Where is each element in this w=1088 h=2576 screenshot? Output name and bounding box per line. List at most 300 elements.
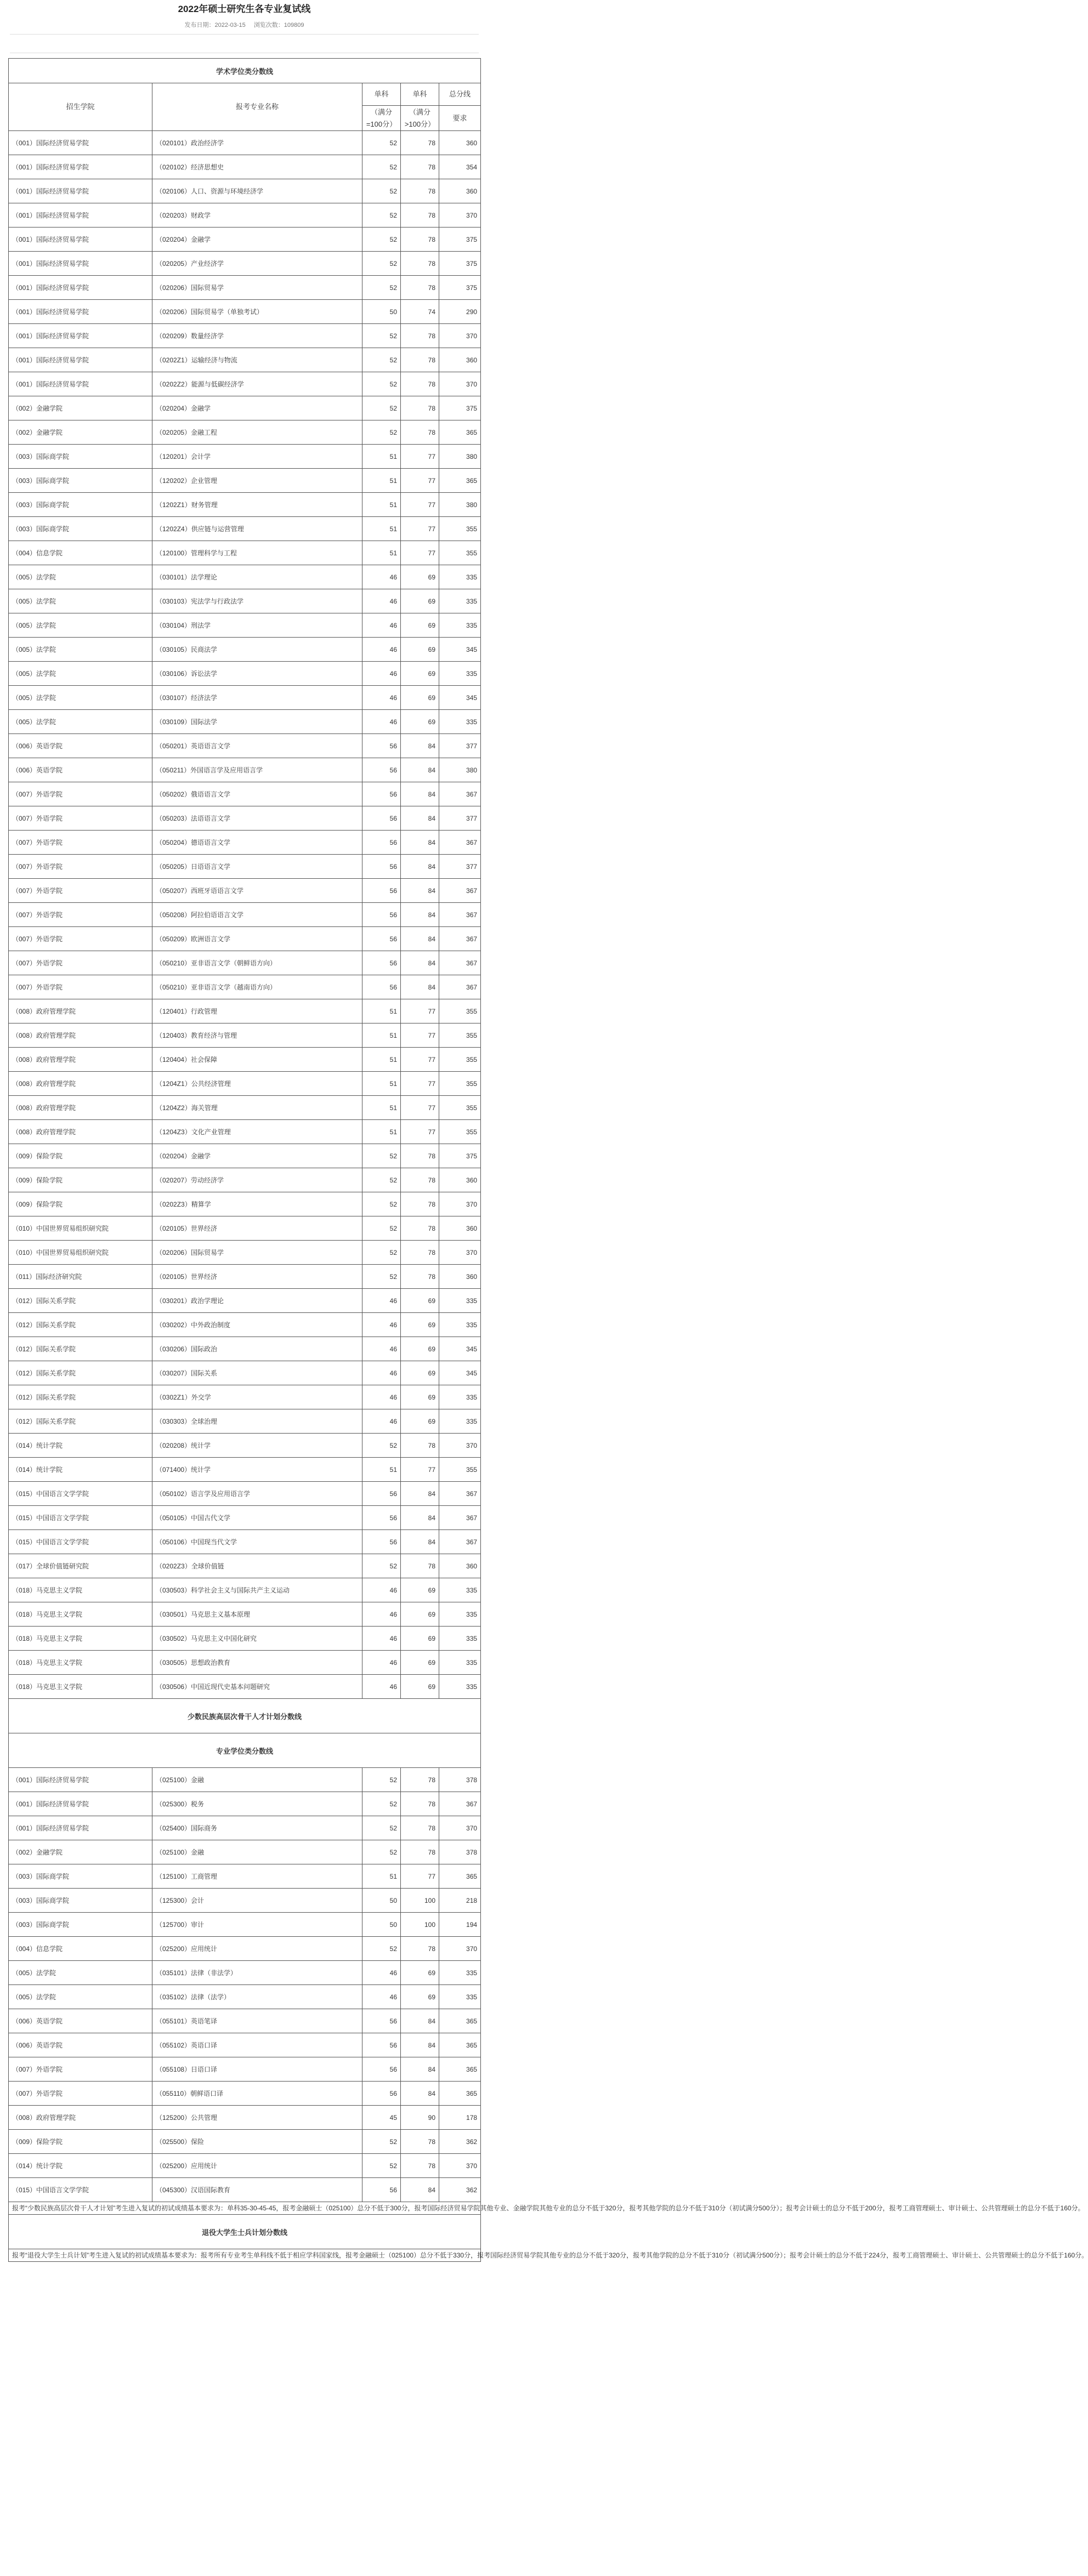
cell-single2: 69 (401, 1337, 439, 1361)
cell-total: 355 (439, 1023, 481, 1048)
cell-major: （0202Z3）全球价值链 (152, 1554, 362, 1578)
table-row (9, 1096, 481, 1120)
cell-unit: （002）金融学院 (9, 1840, 152, 1864)
cell-major: （030506）中国近现代史基本问题研究 (152, 1675, 362, 1699)
cell-single1: 56 (362, 879, 401, 903)
cell-single2: 69 (401, 1675, 439, 1699)
cell-single2: 77 (401, 1864, 439, 1889)
cell-single1: 46 (362, 1578, 401, 1602)
cell-unit: （012）国际关系学院 (9, 1385, 152, 1409)
cell-single2: 84 (401, 734, 439, 758)
cell-major: （050203）法语语言文学 (152, 806, 362, 831)
cell-unit: （004）信息学院 (9, 1937, 152, 1961)
cell-single2: 100 (401, 1913, 439, 1937)
cell-major: （035101）法律（非法学） (152, 1961, 362, 1985)
cell-unit: （018）马克思主义学院 (9, 1651, 152, 1675)
cell-unit: （005）法学院 (9, 638, 152, 662)
cell-total: 365 (439, 420, 481, 445)
cell-major: （030502）马克思主义中国化研究 (152, 1627, 362, 1651)
cell-major: （030103）宪法学与行政法学 (152, 589, 362, 613)
cell-single2: 69 (401, 1409, 439, 1434)
cell-single2: 84 (401, 758, 439, 782)
cell-unit: （015）中国语言文学学院 (9, 2178, 152, 2202)
table-row (9, 541, 481, 565)
cell-total: 335 (439, 589, 481, 613)
cell-single2: 78 (401, 276, 439, 300)
cell-unit: （007）外语学院 (9, 903, 152, 927)
cell-unit: （018）马克思主义学院 (9, 1602, 152, 1627)
cell-single2: 90 (401, 2106, 439, 2130)
cell-single1: 56 (362, 1506, 401, 1530)
cell-unit: （001）国际经济贸易学院 (9, 1816, 152, 1840)
cell-major: （025100）金融 (152, 1768, 362, 1792)
table-row (9, 1840, 481, 1864)
cell-total: 375 (439, 252, 481, 276)
cell-unit: （009）保险学院 (9, 1144, 152, 1168)
cell-total: 377 (439, 734, 481, 758)
cell-total: 365 (439, 2057, 481, 2082)
cell-total: 367 (439, 1506, 481, 1530)
cell-single1: 56 (362, 975, 401, 999)
cell-total: 370 (439, 2154, 481, 2178)
table-row (9, 1120, 481, 1144)
cell-single1: 56 (362, 2057, 401, 2082)
cell-total: 378 (439, 1840, 481, 1864)
table-row (9, 1313, 481, 1337)
cell-single1: 52 (362, 155, 401, 179)
cell-unit: （012）国际关系学院 (9, 1409, 152, 1434)
table-header-row (9, 83, 481, 106)
cell-total: 367 (439, 1792, 481, 1816)
table-row (9, 1023, 481, 1048)
cell-major: （030201）政治学理论 (152, 1289, 362, 1313)
cell-single2: 84 (401, 2033, 439, 2057)
cell-single1: 46 (362, 710, 401, 734)
cell-single2: 78 (401, 1168, 439, 1192)
cell-single2: 78 (401, 1192, 439, 1216)
cell-major: （030107）经济法学 (152, 686, 362, 710)
cell-major: （020207）劳动经济学 (152, 1168, 362, 1192)
cell-single2: 84 (401, 975, 439, 999)
cell-single1: 52 (362, 179, 401, 203)
cell-total: 335 (439, 1602, 481, 1627)
cell-single1: 51 (362, 469, 401, 493)
cell-single2: 69 (401, 1361, 439, 1385)
table-row (9, 1816, 481, 1840)
cell-unit: （018）马克思主义学院 (9, 1627, 152, 1651)
cell-total: 360 (439, 1168, 481, 1192)
cell-single2: 69 (401, 589, 439, 613)
table-row (9, 806, 481, 831)
cell-single2: 77 (401, 999, 439, 1023)
cell-unit: （008）政府管理学院 (9, 2106, 152, 2130)
cell-unit: （012）国际关系学院 (9, 1337, 152, 1361)
cell-single1: 45 (362, 2106, 401, 2130)
cell-major: （120202）企业管理 (152, 469, 362, 493)
table-row (9, 2009, 481, 2033)
cell-major: （035102）法律（法学） (152, 1985, 362, 2009)
cell-single2: 78 (401, 1144, 439, 1168)
table-row (9, 1048, 481, 1072)
cell-major: （050211）外国语言学及应用语言学 (152, 758, 362, 782)
cell-single1: 46 (362, 1985, 401, 2009)
cell-total: 370 (439, 1937, 481, 1961)
col-header-unit: 招生学院 (9, 83, 152, 131)
cell-total: 380 (439, 758, 481, 782)
cell-unit: （003）国际商学院 (9, 469, 152, 493)
cell-major: （055108）日语口译 (152, 2057, 362, 2082)
cell-total: 367 (439, 1482, 481, 1506)
table-row (9, 372, 481, 396)
cell-total: 335 (439, 1409, 481, 1434)
cell-total: 360 (439, 1265, 481, 1289)
cell-unit: （001）国际经济贸易学院 (9, 179, 152, 203)
cell-single1: 50 (362, 1889, 401, 1913)
cell-total: 355 (439, 1458, 481, 1482)
table-row (9, 879, 481, 903)
cell-single2: 84 (401, 831, 439, 855)
cell-single2: 69 (401, 1385, 439, 1409)
cell-major: （030104）刑法学 (152, 613, 362, 638)
table-row (9, 903, 481, 927)
cell-total: 362 (439, 2178, 481, 2202)
cell-major: （050208）阿拉伯语语言文学 (152, 903, 362, 927)
cell-single2: 84 (401, 1506, 439, 1530)
cell-unit: （009）保险学院 (9, 2130, 152, 2154)
cell-single2: 69 (401, 638, 439, 662)
cell-single1: 56 (362, 1530, 401, 1554)
table-row (9, 1985, 481, 2009)
cell-major: （0202Z3）精算学 (152, 1192, 362, 1216)
cell-unit: （007）外语学院 (9, 855, 152, 879)
minority-note: 报考“少数民族高层次骨干人才计划”考生进入复试的初试成绩基本要求为：单科35-30-45-45，报考金融硕士（025100）总分不低于300分，报考国际经济贸易学院其他专业、金融学院其他专业的总分不低于320分，报考其他学院的总分不低于310分（初试满分500分）；报考会计硕士的总分不低于200分，报考工商管理硕士、审计硕士、公共管理硕士的总分不低于160分。 (9, 2202, 481, 2215)
cell-unit: （001）国际经济贸易学院 (9, 1768, 152, 1792)
cell-unit: （001）国际经济贸易学院 (9, 348, 152, 372)
cell-major: （020204）金融学 (152, 396, 362, 420)
cell-total: 365 (439, 1864, 481, 1889)
cell-single1: 46 (362, 613, 401, 638)
divider (10, 34, 479, 35)
cell-unit: （008）政府管理学院 (9, 1023, 152, 1048)
cell-single2: 84 (401, 806, 439, 831)
cell-single1: 46 (362, 1337, 401, 1361)
cell-single1: 52 (362, 420, 401, 445)
cell-single2: 78 (401, 1216, 439, 1241)
cell-unit: （008）政府管理学院 (9, 999, 152, 1023)
cell-major: （050105）中国古代文学 (152, 1506, 362, 1530)
cell-total: 345 (439, 1361, 481, 1385)
table-row (9, 228, 481, 252)
cell-single1: 52 (362, 1216, 401, 1241)
cell-total: 335 (439, 565, 481, 589)
cell-total: 375 (439, 228, 481, 252)
cell-major: （030106）诉讼法学 (152, 662, 362, 686)
table-row (9, 179, 481, 203)
cell-total: 345 (439, 638, 481, 662)
cell-unit: （001）国际经济贸易学院 (9, 324, 152, 348)
table-row (9, 1361, 481, 1385)
cell-unit: （005）法学院 (9, 1985, 152, 2009)
cell-unit: （008）政府管理学院 (9, 1072, 152, 1096)
cell-single1: 46 (362, 1675, 401, 1699)
cell-single2: 78 (401, 2154, 439, 2178)
cell-single2: 78 (401, 228, 439, 252)
cell-single1: 56 (362, 782, 401, 806)
cell-major: （025100）金融 (152, 1840, 362, 1864)
table-row (9, 1651, 481, 1675)
cell-total: 335 (439, 1385, 481, 1409)
cell-major: （025500）保险 (152, 2130, 362, 2154)
cell-single2: 69 (401, 1602, 439, 1627)
col-header-single1: 单科 (362, 83, 401, 106)
cell-single1: 56 (362, 758, 401, 782)
cell-single2: 69 (401, 662, 439, 686)
cell-single1: 51 (362, 1458, 401, 1482)
table-row (9, 1192, 481, 1216)
cell-total: 365 (439, 2009, 481, 2033)
cell-major: （0202Z1）运输经济与物流 (152, 348, 362, 372)
cell-major: （030109）国际法学 (152, 710, 362, 734)
cell-single1: 52 (362, 276, 401, 300)
view-count: 浏览次数：109809 (253, 22, 304, 29)
cell-single1: 46 (362, 686, 401, 710)
cell-unit: （007）外语学院 (9, 782, 152, 806)
cell-single2: 69 (401, 565, 439, 589)
table-row (9, 1530, 481, 1554)
cell-major: （020203）财政学 (152, 203, 362, 228)
cell-single1: 46 (362, 589, 401, 613)
cell-unit: （007）外语学院 (9, 831, 152, 855)
cell-total: 377 (439, 855, 481, 879)
table-row (9, 1889, 481, 1913)
cell-total: 360 (439, 179, 481, 203)
cell-single1: 52 (362, 131, 401, 155)
cell-single2: 78 (401, 1241, 439, 1265)
cell-total: 355 (439, 1096, 481, 1120)
cell-unit: （005）法学院 (9, 1961, 152, 1985)
cell-unit: （007）外语学院 (9, 2057, 152, 2082)
cell-unit: （010）中国世界贸易组织研究院 (9, 1216, 152, 1241)
table-row (9, 445, 481, 469)
table-row (9, 1216, 481, 1241)
table-row (9, 1961, 481, 1985)
cell-unit: （003）国际商学院 (9, 1864, 152, 1889)
cell-single1: 52 (362, 1840, 401, 1864)
table-row (9, 2130, 481, 2154)
cell-single2: 84 (401, 927, 439, 951)
table-row (9, 2057, 481, 2082)
table-row (9, 300, 481, 324)
cell-single1: 46 (362, 1651, 401, 1675)
cell-single2: 77 (401, 1096, 439, 1120)
table-row (9, 1482, 481, 1506)
cell-major: （020204）金融学 (152, 228, 362, 252)
cell-total: 355 (439, 1120, 481, 1144)
cell-unit: （006）英语学院 (9, 758, 152, 782)
cell-single2: 78 (401, 1792, 439, 1816)
cell-total: 365 (439, 2082, 481, 2106)
cell-total: 355 (439, 999, 481, 1023)
cell-total: 354 (439, 155, 481, 179)
cell-major: （125700）审计 (152, 1913, 362, 1937)
table-row (9, 493, 481, 517)
cell-single2: 78 (401, 372, 439, 396)
cell-major: （030503）科学社会主义与国际共产主义运动 (152, 1578, 362, 1602)
cell-major: （020106）人口、资源与环境经济学 (152, 179, 362, 203)
cell-single2: 77 (401, 1072, 439, 1096)
cell-unit: （001）国际经济贸易学院 (9, 252, 152, 276)
cell-single1: 52 (362, 252, 401, 276)
cell-single2: 69 (401, 686, 439, 710)
cell-major: （0302Z1）外交学 (152, 1385, 362, 1409)
cell-unit: （002）金融学院 (9, 420, 152, 445)
table-row (9, 855, 481, 879)
cell-unit: （018）马克思主义学院 (9, 1675, 152, 1699)
table-row (9, 155, 481, 179)
cell-single1: 56 (362, 734, 401, 758)
cell-single1: 46 (362, 1313, 401, 1337)
soldier-section-header: 退役大学生士兵计划分数线 (9, 2215, 481, 2249)
cell-major: （050201）英语语言文学 (152, 734, 362, 758)
table-row (9, 131, 481, 155)
cell-single1: 56 (362, 2082, 401, 2106)
cell-total: 360 (439, 1216, 481, 1241)
cell-single2: 78 (401, 1265, 439, 1289)
cell-unit: （018）马克思主义学院 (9, 1578, 152, 1602)
cell-single1: 46 (362, 1289, 401, 1313)
cell-unit: （003）国际商学院 (9, 1889, 152, 1913)
cell-unit: （005）法学院 (9, 710, 152, 734)
table-row (9, 1602, 481, 1627)
cell-total: 380 (439, 493, 481, 517)
cell-major: （020206）国际贸易学 (152, 1241, 362, 1265)
cell-unit: （015）中国语言文学学院 (9, 1530, 152, 1554)
cell-major: （120403）教育经济与管理 (152, 1023, 362, 1048)
cell-single1: 51 (362, 1864, 401, 1889)
cell-major: （025300）税务 (152, 1792, 362, 1816)
cell-single1: 51 (362, 517, 401, 541)
cell-single1: 52 (362, 228, 401, 252)
cell-major: （120201）会计学 (152, 445, 362, 469)
cell-unit: （014）统计学院 (9, 2154, 152, 2178)
cell-major: （030105）民商法学 (152, 638, 362, 662)
cell-single1: 56 (362, 2178, 401, 2202)
cell-unit: （001）国际经济贸易学院 (9, 131, 152, 155)
table-row (9, 1409, 481, 1434)
cell-single2: 78 (401, 2130, 439, 2154)
table-row (9, 2178, 481, 2202)
cell-total: 370 (439, 1816, 481, 1840)
minority-section-header: 少数民族高层次骨干人才计划分数线 (9, 1699, 481, 1733)
cell-total: 355 (439, 1048, 481, 1072)
table-row (9, 1434, 481, 1458)
cell-unit: （004）信息学院 (9, 541, 152, 565)
cell-major: （125100）工商管理 (152, 1864, 362, 1889)
cell-unit: （005）法学院 (9, 565, 152, 589)
cell-total: 335 (439, 613, 481, 638)
page-title: 2022年硕士研究生各专业复试线 (178, 4, 311, 14)
table-row (9, 1768, 481, 1792)
cell-single1: 52 (362, 1937, 401, 1961)
cell-unit: （005）法学院 (9, 589, 152, 613)
cell-major: （020206）国际贸易学（单独考试） (152, 300, 362, 324)
cell-unit: （010）中国世界贸易组织研究院 (9, 1241, 152, 1265)
cell-major: （050102）语言学及应用语言学 (152, 1482, 362, 1506)
table-row (9, 1578, 481, 1602)
cell-total: 367 (439, 975, 481, 999)
cell-single1: 56 (362, 855, 401, 879)
cell-unit: （015）中国语言文学学院 (9, 1506, 152, 1530)
cell-single1: 46 (362, 662, 401, 686)
cell-total: 335 (439, 1578, 481, 1602)
table-row (9, 927, 481, 951)
cell-total: 367 (439, 927, 481, 951)
cell-single2: 100 (401, 1889, 439, 1913)
cell-unit: （007）外语学院 (9, 927, 152, 951)
cell-unit: （005）法学院 (9, 662, 152, 686)
cell-total: 370 (439, 324, 481, 348)
table-row (9, 1337, 481, 1361)
table-row (9, 1792, 481, 1816)
cell-major: （030303）全球治理 (152, 1409, 362, 1434)
cell-single2: 77 (401, 469, 439, 493)
cell-single1: 50 (362, 1913, 401, 1937)
cell-total: 345 (439, 686, 481, 710)
cell-unit: （011）国际经济研究院 (9, 1265, 152, 1289)
cell-single1: 56 (362, 903, 401, 927)
table-row (9, 638, 481, 662)
cell-single2: 69 (401, 1985, 439, 2009)
cell-major: （1204Z3）文化产业管理 (152, 1120, 362, 1144)
article-meta (0, 20, 489, 31)
cell-total: 335 (439, 1313, 481, 1337)
cell-single2: 84 (401, 951, 439, 975)
cell-single2: 78 (401, 324, 439, 348)
cell-major: （050106）中国现当代文学 (152, 1530, 362, 1554)
cell-major: （050202）俄语语言文学 (152, 782, 362, 806)
cell-unit: （012）国际关系学院 (9, 1289, 152, 1313)
cell-unit: （012）国际关系学院 (9, 1313, 152, 1337)
cell-single1: 51 (362, 1072, 401, 1096)
cell-unit: （001）国际经济贸易学院 (9, 228, 152, 252)
table-row (9, 1675, 481, 1699)
cell-major: （045300）汉语国际教育 (152, 2178, 362, 2202)
cell-major: （050207）西班牙语语言文学 (152, 879, 362, 903)
cell-unit: （007）外语学院 (9, 975, 152, 999)
cell-major: （1204Z2）海关管理 (152, 1096, 362, 1120)
cell-single2: 77 (401, 493, 439, 517)
cell-single1: 52 (362, 1554, 401, 1578)
cell-major: （1202Z1）财务管理 (152, 493, 362, 517)
cell-unit: （008）政府管理学院 (9, 1096, 152, 1120)
cell-unit: （009）保险学院 (9, 1168, 152, 1192)
cell-single2: 78 (401, 131, 439, 155)
cell-single1: 52 (362, 1265, 401, 1289)
cell-single2: 78 (401, 1840, 439, 1864)
cell-single2: 69 (401, 1961, 439, 1985)
cell-single2: 84 (401, 2057, 439, 2082)
cell-unit: （014）统计学院 (9, 1434, 152, 1458)
cell-single1: 51 (362, 1048, 401, 1072)
cell-single1: 52 (362, 372, 401, 396)
cell-major: （030101）法学理论 (152, 565, 362, 589)
cell-unit: （007）外语学院 (9, 806, 152, 831)
table-row (9, 1506, 481, 1530)
cell-unit: （001）国际经济贸易学院 (9, 203, 152, 228)
cell-total: 194 (439, 1913, 481, 1937)
cell-major: （020205）金融工程 (152, 420, 362, 445)
cell-single1: 46 (362, 565, 401, 589)
